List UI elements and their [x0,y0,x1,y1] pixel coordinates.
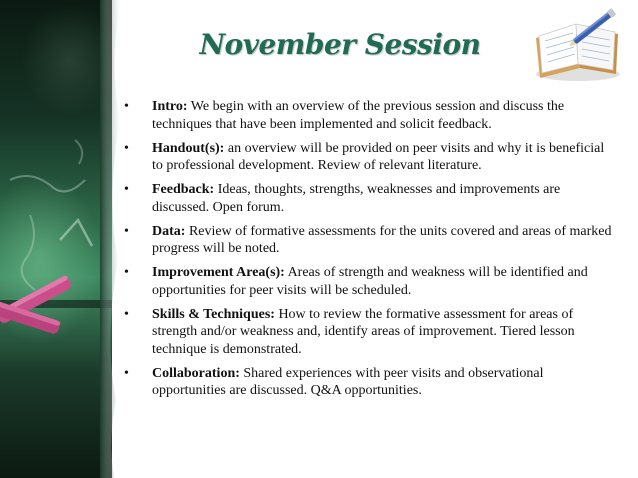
chalkboard-image [0,0,112,478]
session-agenda-list [124,98,614,406]
list-item [124,264,614,299]
item-description: Areas of strength and weakness will be identified and opportunities for peer visits will be scheduled. [152,265,588,298]
item-description: Ideas, thoughts, strengths, weaknesses and improvements are discussed. Open forum. [152,182,561,215]
item-description: Shared experiences with peer visits and observational opportunities are discussed. Q&A opportunities. [152,365,544,398]
slide-title: November Session [199,28,481,61]
item-term: Collaboration: [152,365,240,381]
item-term: Feedback: [152,182,215,197]
item-term: Handout(s): [152,140,225,156]
bullet-point: • [124,140,129,156]
item-term: Data: [152,223,186,239]
bullet-point: • [124,306,129,322]
item-description: Review of formative assessments for the units covered and areas of marked progress will be noted. [152,223,612,256]
bullet-point: • [124,99,129,114]
bullet-point: • [124,265,129,280]
item-description: We begin with an overview of the previous session and discuss the techniques that have been implemented and solicit feedback. [152,99,565,132]
list-item [124,98,614,133]
chalk-drawing [0,0,112,478]
list-item [124,365,614,400]
item-description: How to review the formative assessment for areas of strength and/or weakness and, identify areas of improvement. Tiered lesson technique is demonstrated. [152,306,575,357]
open-book-with-pen-icon [530,8,626,84]
list-item [124,223,614,258]
item-description: an overview will be provided on peer visits and why it is beneficial to professional development. Review of relevant literature. [152,140,605,173]
bullet-point: • [124,223,129,239]
item-term: Improvement Area(s): [152,265,285,280]
bullet-point: • [124,365,129,381]
bullet-point: • [124,182,129,197]
list-item [124,140,614,175]
item-term: Skills & Techniques: [152,306,275,322]
list-item [124,306,614,359]
list-item [124,181,614,216]
item-term: Intro: [152,99,188,114]
